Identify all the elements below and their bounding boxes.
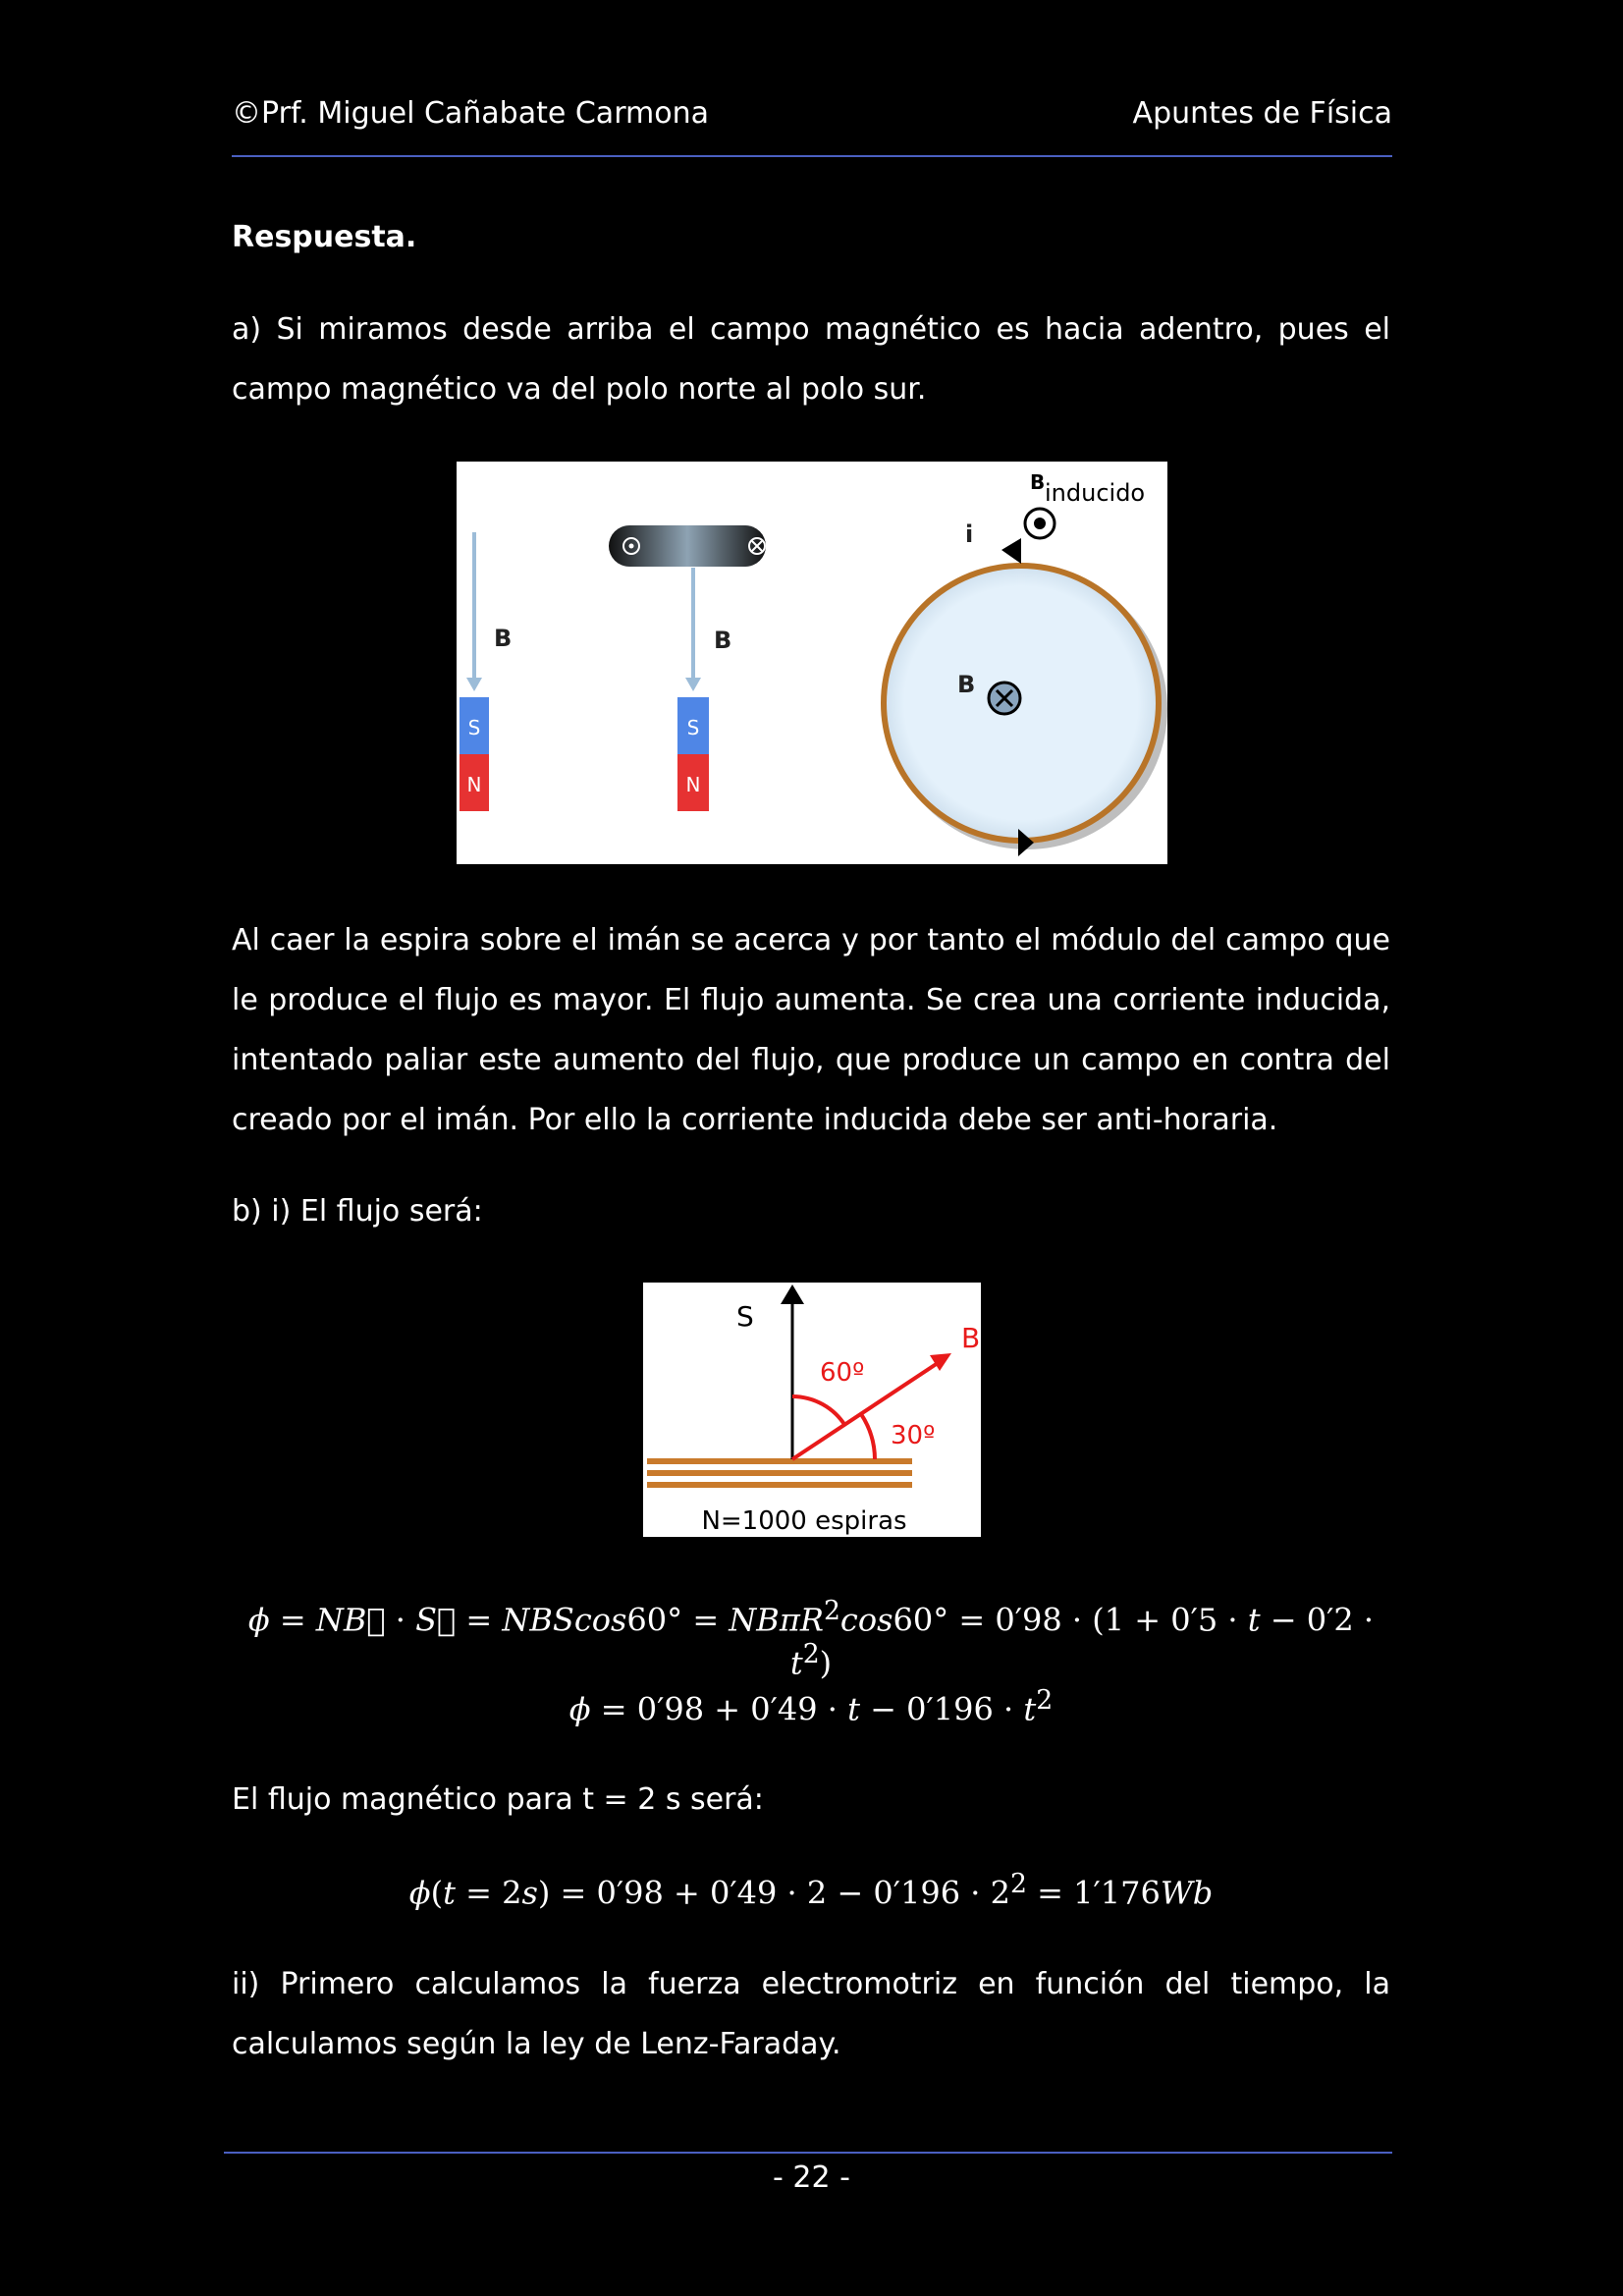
paragraph-flux-t2-intro: El flujo magnético para t = 2 s será: [232, 1782, 764, 1817]
figure-flux-vectors-svg [643, 1283, 981, 1537]
label-b: B [961, 1322, 981, 1354]
header-author: ©Prf. Miguel Cañabate Carmona [232, 96, 709, 131]
answer-heading: Respuesta. [232, 220, 417, 254]
label-induced-sub: inducido [1045, 479, 1146, 507]
equation-flux-simplified: $\phi = 0'98 + 0'49 \cdot t - 0'196 \cdot t^2$ [568, 1685, 1054, 1728]
current-arrow-top [1001, 538, 1021, 564]
label-angle-30: 30º [891, 1421, 936, 1450]
label-b-middle: B [714, 627, 732, 654]
field-arrow-middle-head [685, 678, 701, 691]
figure-magnet-loop [457, 462, 1167, 864]
equation-flux-general: ϕ = NB⃗ · S⃗ = $NBScos60^\circ = NB\pi R^2\cos 60^\circ = 0'98 \cdot (1 + 0'5 \cdot t - 0'2 \cdot t^2)$ [247, 1596, 1375, 1682]
paragraph-part-b-i: b) i) El flujo será: [232, 1194, 483, 1229]
equation-flux-t2: $\phi(t = 2s) = 0'98 + 0'49 \cdot 2 - 0'196 \cdot 2^2 = 1'176Wb$ [408, 1869, 1214, 1912]
pole-middle-n: N [685, 773, 701, 796]
label-b-circle: B [957, 671, 976, 698]
pole-left-s: S [467, 716, 481, 739]
header-title: Apuntes de Física [1132, 96, 1392, 131]
figure2-caption: N=1000 espiras [701, 1506, 907, 1536]
paragraph-part-a: a) Si miramos desde arriba el campo magnético es hacia adentro, pues el campo magnético va del polo norte al polo sur. [232, 312, 1390, 407]
figure-flux-vectors [643, 1283, 981, 1537]
label-b-left: B [494, 625, 513, 652]
field-arrow-left-head [466, 678, 482, 691]
loop-top-view [884, 566, 1159, 841]
figure-magnet-loop-svg [457, 462, 1167, 864]
pole-left-n: N [466, 773, 482, 796]
label-angle-60: 60º [820, 1358, 865, 1388]
paragraph-part-b-ii: ii) Primero calculamos la fuerza electromotriz en función del tiempo, la calculamos según la ley de Lenz-Faraday. [232, 1967, 1390, 2061]
label-current-i: i [965, 520, 974, 548]
page-number: - 22 - [773, 2160, 850, 2195]
page-header [232, 96, 1392, 157]
angle-arc-30 [861, 1414, 875, 1459]
vector-s-head [781, 1285, 804, 1304]
pole-middle-s: S [686, 716, 700, 739]
angle-arc-60 [792, 1396, 845, 1426]
label-b-induced: B [1030, 470, 1046, 494]
paragraph-fall: Al caer la espira sobre el imán se acerca y por tanto el módulo del campo que le produce el flujo es mayor. El flujo aumenta. Se crea una corriente inducida, intentado paliar este aumento del flujo, que produce un campo en contra del creado por el imán. Por ello la corriente inducida debe ser anti-horaria. [232, 923, 1390, 1137]
label-s: S [736, 1300, 754, 1333]
footer-divider [224, 2152, 1392, 2154]
